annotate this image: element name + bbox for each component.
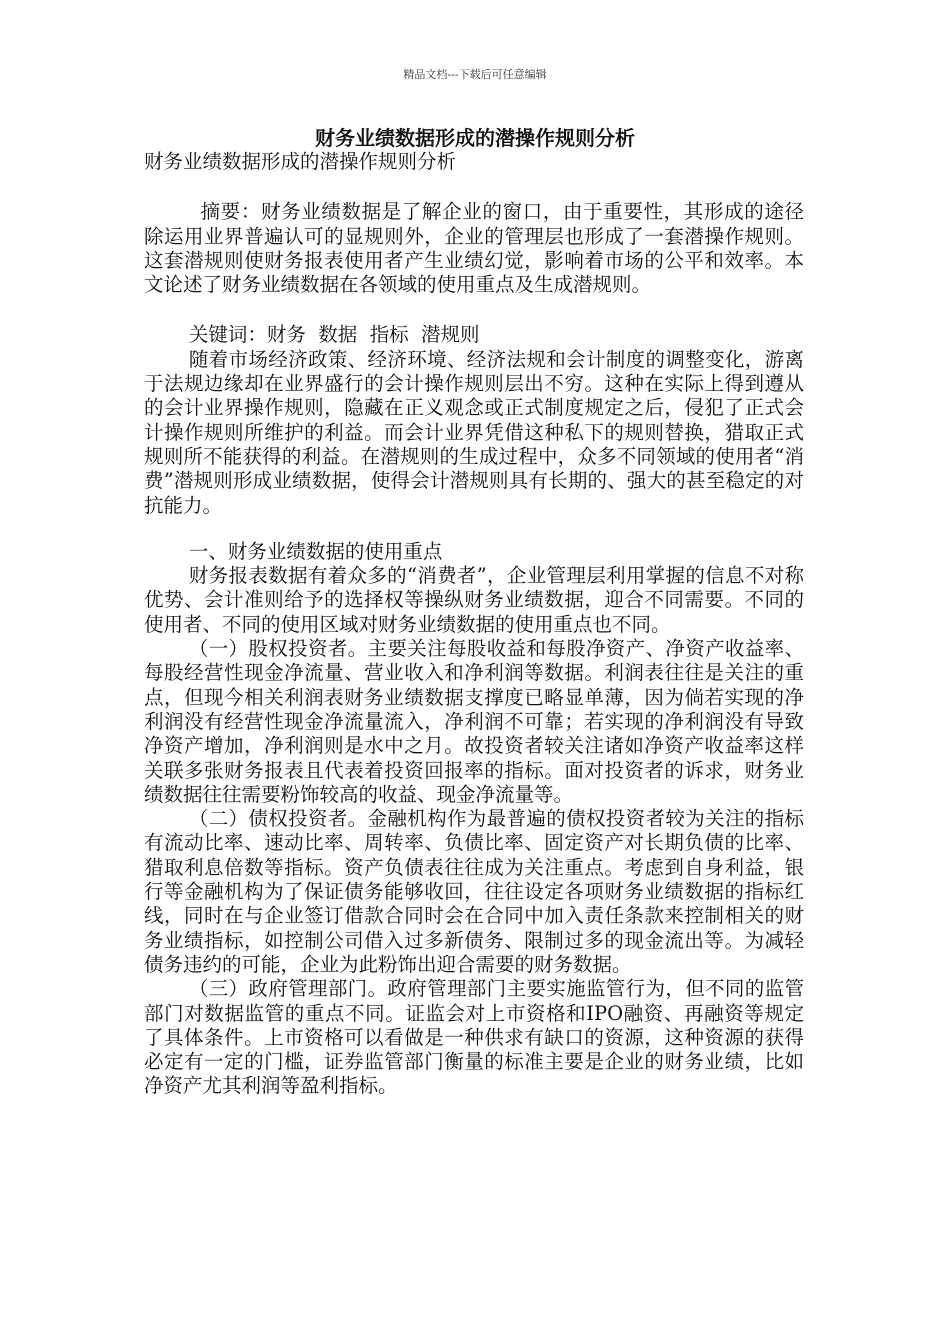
abstract-paragraph: 摘要：财务业绩数据是了解企业的窗口，由于重要性，其形成的途径除运用业界普遍认可的显规则外，企业的管理层也形成了一套潜操作规则。这套潜规则使财务报表使用者产生业绩幻觉，影响着市场的公平和效率。本文论述了财务业绩数据在各领域的使用重点及生成潜规则。 [144, 200, 804, 297]
section-heading: 一、财务业绩数据的使用重点 [188, 539, 443, 563]
document-subtitle: 财务业绩数据形成的潜操作规则分析 [144, 150, 457, 173]
equity-investor-paragraph: （一）股权投资者。主要关注每股收益和每股净资产、净资产收益率、每股经营性现金净流量、营业收入和净利润等数据。利润表往往是关注的重点，但现今相关利润表财务业绩数据支撑度已略显单薄，因为倘若实现的净利润没有经营性现金净流量流入，净利润不可靠；若实现的净利润没有导致净资产增加，净利润则是水中之月。故投资者较关注诸如净资产收益率这样关联多张财务报表且代表着投资回报率的指标。面对投资者的诉求，财务业绩数据往往需要粉饰较高的收益、现金净流量等。 [144, 637, 804, 806]
government-paragraph: （三）政府管理部门。政府管理部门主要实施监管行为，但不同的监管部门对数据监管的重点不同。证监会对上市资格和IPO融资、再融资等规定了具体条件。上市资格可以看做是一种供求有缺口的资源，这种资源的获得必定有一定的门槛，证券监管部门衡量的标准主要是企业的财务业绩，比如净资产尤其利润等盈利指标。 [144, 977, 804, 1098]
document-body [144, 150, 804, 1099]
document-title: 财务业绩数据形成的潜操作规则分析 [315, 126, 635, 150]
section-intro-paragraph: 财务报表数据有着众多的“消费者”，企业管理层利用掌握的信息不对称优势、会计准则给予的选择权等操纵财务业绩数据，迎合不同需要。不同的使用者、不同的使用区域对财务业绩数据的使用重点也不同。 [144, 564, 804, 636]
spacer [144, 174, 804, 200]
spacer [144, 518, 804, 540]
keywords-line: 关键词：财务 数据 指标 潜规则 [188, 323, 480, 347]
spacer [144, 297, 804, 323]
intro-paragraph: 随着市场经济政策、经济环境、经济法规和会计制度的调整变化，游离于法规边缘却在业界盛行的会计操作规则层出不穷。这种在实际上得到遵从的会计业界操作规则，隐藏在正义观念或正式制度规定之后，侵犯了正式会计操作规则所维护的利益。而会计业界凭借这种私下的规则替换，猎取正式规则所不能获得的利益。在潜规则的生成过程中，众多不同领域的使用者“消费”潜规则形成业绩数据，使得会计潜规则具有长期的、强大的甚至稳定的对抗能力。 [144, 347, 804, 517]
header-note: 精品文档---下载后可任意编辑 [403, 68, 547, 81]
debt-investor-paragraph: （二）债权投资者。金融机构作为最普遍的债权投资者较为关注的指标有流动比率、速动比率、周转率、负债比率、固定资产对长期负债的比率、猎取利息倍数等指标。资产负债表往往成为关注重点。考虑到自身利益，银行等金融机构为了保证债务能够收回，往往设定各项财务业绩数据的指标红线，同时在与企业签订借款合同时会在合同中加入责任条款来控制相关的财务业绩指标，如控制公司借入过多新债务、限制过多的现金流出等。为减轻债务违约的可能，企业为此粉饰出迎合需要的财务数据。 [144, 807, 804, 976]
